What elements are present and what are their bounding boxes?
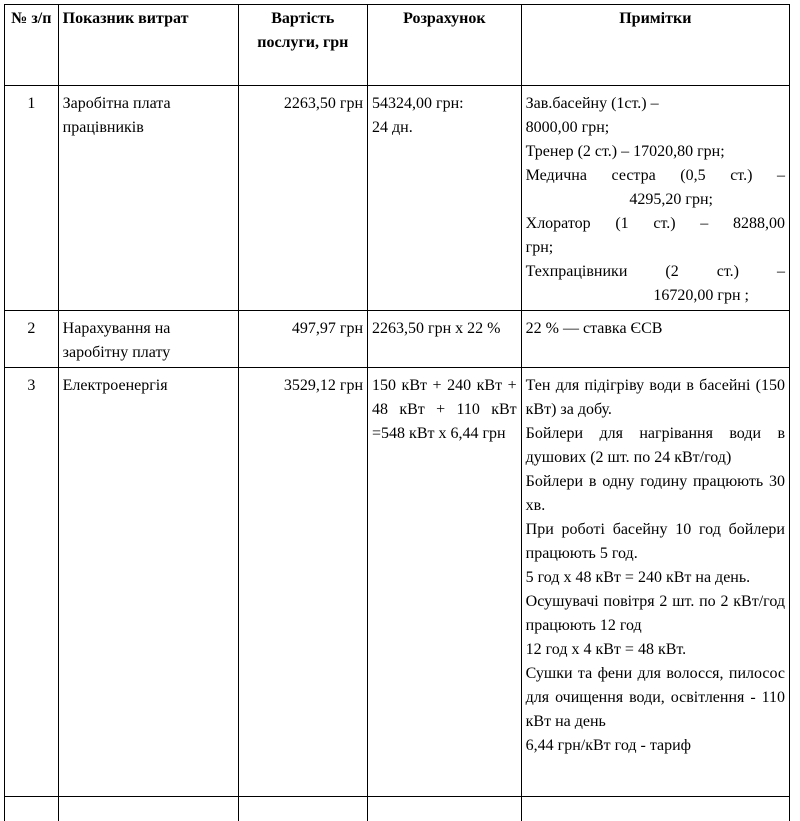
- row-number: 3: [5, 368, 59, 797]
- note-line: Тренер (2 ст.) – 17020,80 грн;: [526, 140, 785, 164]
- header-notes: Примітки: [521, 5, 789, 86]
- row-cost: 497,97 грн: [238, 311, 367, 368]
- note-line: 6,44 грн/кВт год - тариф: [526, 734, 785, 758]
- note-line: Техпрацівники (2 ст.) –: [526, 260, 785, 284]
- header-row: [5, 5, 790, 86]
- row-indicator: Заробітна плата працівників: [58, 86, 238, 311]
- row-indicator: Електроенергія: [58, 368, 238, 797]
- note-line: 4295,20 грн;: [526, 188, 785, 212]
- empty-cell: [521, 797, 789, 821]
- header-cost: Вартість послуги, грн: [238, 5, 367, 86]
- empty-cell: [58, 797, 238, 821]
- row-indicator: Нарахування на заробітну плату: [58, 311, 238, 368]
- empty-cell: [368, 797, 522, 821]
- note-line: Тен для підігріву води в басейні (150 кВт) за добу.: [526, 374, 785, 422]
- row-calc: [368, 86, 522, 311]
- header-indicator: Показник витрат: [58, 5, 238, 86]
- table-row: [5, 368, 790, 797]
- row-notes: [521, 86, 789, 311]
- note-line: Бойлери для нагрівання води в душових (2 шт. по 24 кВт/год): [526, 422, 785, 470]
- cost-table: [4, 4, 790, 821]
- note-line: При роботі басейну 10 год бойлери працюють 5 год.: [526, 518, 785, 566]
- row-calc: 150 кВт + 240 кВт + 48 кВт + 110 кВт =548 кВт х 6,44 грн: [368, 368, 522, 797]
- empty-cell: [5, 797, 59, 821]
- note-line: 12 год х 4 кВт = 48 кВт.: [526, 638, 785, 662]
- empty-cell: [238, 797, 367, 821]
- note-line: 8000,00 грн;: [526, 116, 785, 140]
- note-line: Зав.басейну (1ст.) –: [526, 92, 785, 116]
- row-notes: 22 % — ставка ЄСВ: [521, 311, 789, 368]
- row-calc: 2263,50 грн х 22 %: [368, 311, 522, 368]
- note-line: грн;: [526, 236, 785, 260]
- note-line: Сушки та фени для волосся, пилосос для очищення води, освітлення - 110 кВт на день: [526, 662, 785, 734]
- note-line: Осушувачі повітря 2 шт. по 2 кВт/год працюють 12 год: [526, 590, 785, 638]
- calc-line: 54324,00 грн:: [372, 92, 517, 116]
- table-row: [5, 86, 790, 311]
- note-line: Хлоратор (1 ст.) – 8288,00: [526, 212, 785, 236]
- row-number: 2: [5, 311, 59, 368]
- row-number: 1: [5, 86, 59, 311]
- table-row: [5, 311, 790, 368]
- note-line: 16720,00 грн ;: [526, 284, 785, 308]
- table-row-partial: [5, 797, 790, 821]
- row-notes: [521, 368, 789, 797]
- note-line: Бойлери в одну годину працюють 30 хв.: [526, 470, 785, 518]
- header-no: № з/п: [5, 5, 59, 86]
- row-cost: 2263,50 грн: [238, 86, 367, 311]
- calc-line: 24 дн.: [372, 116, 517, 140]
- note-line: Медична сестра (0,5 ст.) –: [526, 164, 785, 188]
- row-cost: 3529,12 грн: [238, 368, 367, 797]
- header-calc: Розрахунок: [368, 5, 522, 86]
- note-line: 5 год х 48 кВт = 240 кВт на день.: [526, 566, 785, 590]
